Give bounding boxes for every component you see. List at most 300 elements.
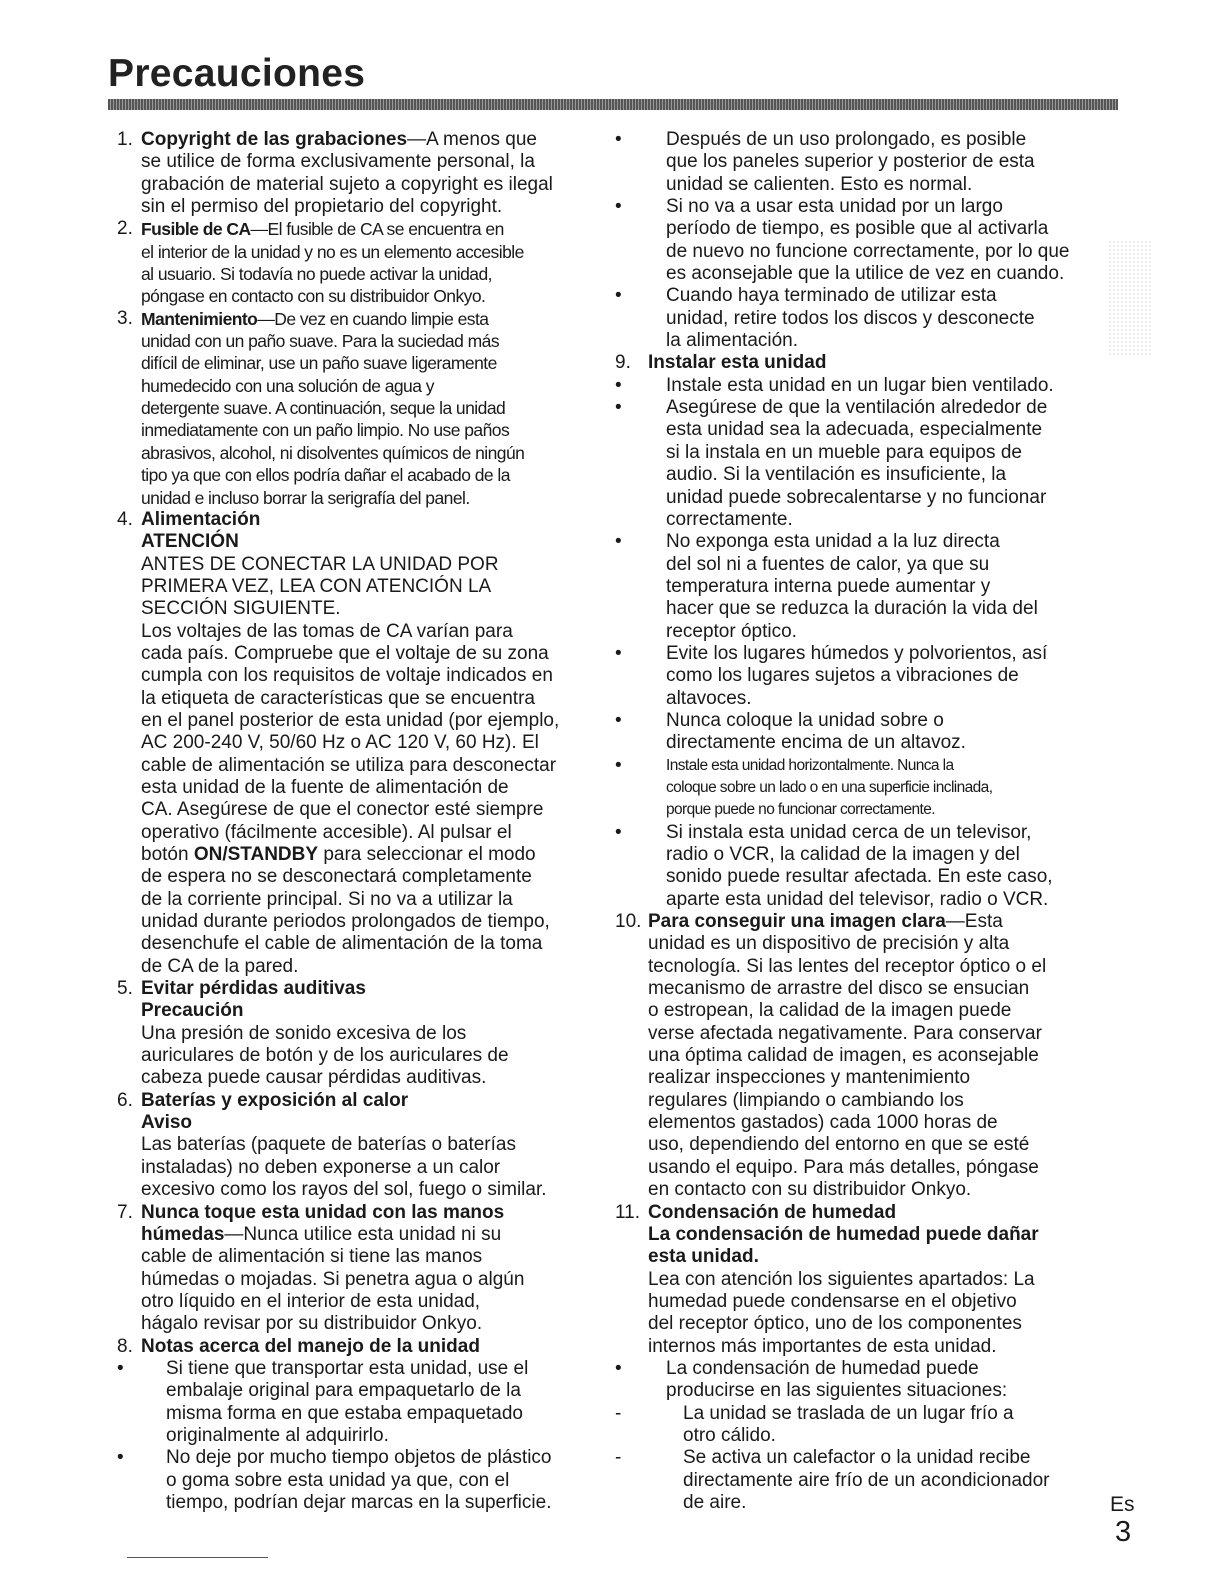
text-run: Si instala esta unidad cerca de un televisor, (666, 821, 1032, 843)
text-line (615, 598, 1105, 620)
text-run: una óptima calidad de imagen, es aconsejable (648, 1045, 1039, 1067)
text-line (615, 442, 1105, 464)
text-run: porque puede no funcionar correctamente. (666, 801, 935, 819)
text-line (615, 665, 1105, 687)
line-text (141, 509, 260, 531)
line-text (666, 263, 1064, 285)
item-number: 10. (615, 911, 642, 933)
bold-run: Precaución (141, 1000, 244, 1022)
line-text (141, 799, 543, 821)
text-line (615, 308, 1105, 330)
bullet-icon: • (615, 709, 622, 731)
text-run: cabeza puede causar pérdidas auditivas. (141, 1067, 487, 1089)
line-text (648, 1090, 964, 1112)
line-text (683, 1425, 776, 1447)
bold-run: húmedas (141, 1223, 225, 1245)
text-line (117, 1291, 597, 1313)
text-line (615, 799, 1105, 821)
line-text (666, 1358, 979, 1380)
text-line (117, 174, 597, 196)
text-line (615, 554, 1105, 576)
text-line (117, 375, 597, 397)
list-item-heading (615, 911, 1105, 933)
text-line (117, 844, 597, 866)
text-line (615, 844, 1105, 866)
line-text (141, 308, 488, 330)
line-text (141, 196, 502, 218)
text-line (615, 241, 1105, 263)
bold-run: Fusible de CA (141, 219, 251, 240)
line-text (141, 554, 499, 576)
text-line (615, 1112, 1105, 1134)
text-run: AC 200-240 V, 50/60 Hz o AC 120 V, 60 Hz). El (141, 732, 539, 754)
item-number: 11. (615, 1201, 641, 1223)
line-text (666, 598, 1038, 620)
text-line (117, 1224, 597, 1246)
text-line (117, 1134, 597, 1156)
text-run: Instale esta unidad en un lugar bien ventilado. (666, 374, 1054, 396)
text-run: como los lugares sujetos a vibraciones de (666, 665, 1019, 687)
line-text (683, 1492, 746, 1514)
item-number: 5. (117, 978, 133, 1000)
text-line (615, 1380, 1105, 1402)
text-line (117, 1380, 597, 1402)
line-text (141, 978, 366, 1000)
text-run: Instale esta unidad horizontalmente. Nunca la (666, 756, 954, 774)
line-text (648, 1000, 1011, 1022)
text-run: del receptor óptico, uno de los componentes (648, 1313, 1022, 1335)
text-run: o goma sobre esta unidad ya que, con el (166, 1469, 510, 1491)
line-text (141, 285, 485, 307)
text-line (615, 1134, 1105, 1156)
line-text (666, 509, 793, 531)
bold-run: Aviso (141, 1112, 193, 1134)
bullet-icon: • (615, 285, 622, 307)
text-line (117, 710, 597, 732)
line-text (648, 1023, 1042, 1045)
text-run: Las baterías (paquete de baterías o baterías (141, 1134, 516, 1156)
line-text (648, 1157, 1039, 1179)
text-line (615, 375, 1105, 397)
text-line (615, 129, 1105, 151)
text-line (615, 1358, 1105, 1380)
line-text (166, 1470, 509, 1492)
text-run: Lea con atención los siguientes apartados: La (648, 1268, 1035, 1290)
text-run: Después de un uso prolongado, es posible (666, 129, 1027, 150)
line-text (683, 1403, 1014, 1425)
text-run: inmediatamente con un paño limpio. No use paños (141, 420, 510, 441)
page-title: Precauciones (108, 52, 366, 95)
line-text (666, 464, 1006, 486)
line-text (666, 397, 1047, 419)
list-item-heading (117, 218, 597, 240)
text-run: cable de alimentación se utiliza para desconectar (141, 754, 557, 776)
line-text (141, 1157, 500, 1179)
text-run: embalaje original para empaquetarlo de la (166, 1380, 521, 1402)
bold-run: esta unidad. (648, 1246, 759, 1268)
text-run: cada país. Compruebe que el voltaje de su zona (141, 642, 549, 664)
text-run: ANTES DE CONECTAR LA UNIDAD POR (141, 553, 499, 575)
text-line (117, 151, 597, 173)
bold-run: Para conseguir una imagen clara (648, 911, 946, 933)
text-line (615, 1157, 1105, 1179)
text-run: o estropean, la calidad de la imagen puede (648, 1000, 1012, 1022)
text-line (615, 866, 1105, 888)
line-text (666, 822, 1031, 844)
text-run: cumpla con los requisitos de voltaje indicados en (141, 665, 553, 687)
bold-run: Instalar esta unidad (648, 352, 827, 374)
text-run: auriculares de botón y de los auriculares de (141, 1045, 509, 1067)
line-text (141, 643, 549, 665)
text-line (117, 732, 597, 754)
text-run: realizar inspecciones y mantenimiento (648, 1067, 971, 1089)
text-run: sin el permiso del propietario del copyright. (141, 196, 503, 218)
text-run: unidad durante periodos prolongados de tiempo, (141, 911, 550, 933)
text-run: grabación de material sujeto a copyright es ilegal (141, 173, 553, 195)
text-run: mecanismo de arrastre del disco se ensucian (648, 978, 1030, 1000)
line-text (166, 1425, 389, 1447)
line-text (141, 710, 559, 732)
text-run: tiempo, podrían dejar marcas en la superficie. (166, 1491, 552, 1513)
text-line (117, 1179, 597, 1201)
bullet-icon: • (615, 374, 622, 396)
text-line (117, 1246, 597, 1268)
text-line (117, 755, 597, 777)
text-line (117, 1157, 597, 1179)
line-text (648, 1067, 970, 1089)
text-run: altavoces. (666, 687, 752, 709)
line-text (648, 1269, 1035, 1291)
text-line (117, 263, 597, 285)
list-item-heading (117, 1202, 597, 1224)
text-line (615, 1291, 1105, 1313)
line-text (141, 866, 532, 888)
item-number: 7. (117, 1201, 133, 1223)
text-run: tecnología. Si las lentes del receptor óptico o el (648, 955, 1047, 977)
text-line (117, 1000, 597, 1022)
text-line (117, 419, 597, 441)
text-run: difícil de eliminar, use un paño suave ligeramente (141, 353, 497, 374)
line-text (666, 777, 992, 799)
line-text (666, 285, 997, 307)
line-text (166, 1447, 552, 1469)
text-line (615, 218, 1105, 240)
text-run: temperatura interna puede aumentar y (666, 575, 991, 597)
line-text (141, 933, 542, 955)
bullet-icon: • (615, 1357, 622, 1379)
line-text (141, 397, 505, 419)
line-text (648, 1179, 971, 1201)
text-run: Nunca coloque la unidad sobre o (666, 709, 944, 731)
text-run: directamente encima de un altavoz. (666, 732, 966, 754)
text-run: Asegúrese de que la ventilación alrededor de (666, 397, 1048, 419)
text-run: coloque sobre un lado o en una superficie inclinada, (666, 778, 993, 796)
list-item-heading (117, 1090, 597, 1112)
text-run: si la instala en un mueble para equipos de (666, 441, 1022, 463)
bullet-icon: • (117, 1447, 124, 1469)
line-text (648, 1112, 998, 1134)
line-text (683, 1470, 1050, 1492)
line-text (141, 1067, 486, 1089)
text-line (615, 710, 1105, 732)
text-line (117, 1447, 597, 1469)
text-run: sonido puede resultar afectada. En este caso, (666, 866, 1053, 888)
text-run: —De vez en cuando limpie esta (257, 308, 489, 329)
line-text (666, 241, 1070, 263)
line-text (141, 1179, 547, 1201)
text-line (615, 509, 1105, 531)
line-text (141, 1045, 509, 1067)
right-column (615, 129, 1105, 1514)
text-line (615, 688, 1105, 710)
text-line (615, 419, 1105, 441)
line-text (666, 129, 1026, 151)
text-run: abrasivos, alcohol, ni disolventes químicos de ningún (141, 442, 525, 463)
text-line (615, 1067, 1105, 1089)
text-run: del sol ni a fuentes de calor, ya que su (666, 553, 990, 575)
text-run: cable de alimentación si tiene las manos (141, 1246, 483, 1268)
text-run: período de tiempo, es posible que al activarla (666, 218, 1049, 240)
line-text (141, 1291, 480, 1313)
bold-run: ON/STANDBY (193, 844, 319, 865)
text-run: tipo ya que con ellos podría dañar el acabado de la (141, 465, 510, 486)
text-line (117, 330, 597, 352)
line-text (141, 419, 509, 441)
line-text (141, 911, 550, 933)
bullet-icon: • (615, 531, 622, 553)
line-text (141, 1000, 243, 1022)
text-run: SECCIÓN SIGUIENTE. (141, 598, 341, 620)
line-text (166, 1403, 523, 1425)
text-line (117, 1269, 597, 1291)
text-line (615, 487, 1105, 509)
list-item-heading (117, 308, 597, 330)
list-item-heading (117, 1336, 597, 1358)
line-text (141, 442, 524, 464)
item-number: 4. (117, 508, 133, 530)
line-text (648, 1291, 1017, 1313)
text-line (615, 1313, 1105, 1335)
line-text (141, 174, 553, 196)
text-run: Los voltajes de las tomas de CA varían para (141, 620, 513, 642)
line-text (666, 688, 752, 710)
text-line (615, 1224, 1105, 1246)
text-line (615, 151, 1105, 173)
text-line (615, 263, 1105, 285)
line-text (166, 1358, 528, 1380)
text-run: la alimentación. (666, 330, 799, 352)
dash-icon: - (615, 1447, 622, 1469)
line-text (666, 531, 1000, 553)
bold-run: Baterías y exposición al calor (141, 1089, 409, 1111)
text-run: la etiqueta de características que se encuentra (141, 687, 535, 709)
line-text (141, 688, 535, 710)
line-text (141, 732, 539, 754)
line-text (141, 576, 491, 598)
text-run: detergente suave. A continuación, seque la unidad (141, 398, 506, 419)
text-run: Si no va a usar esta unidad por un largo (666, 196, 1003, 218)
line-text (666, 218, 1048, 240)
text-line (615, 1470, 1105, 1492)
bullet-icon: • (615, 821, 622, 843)
text-run: —El fusible de CA se encuentra en (250, 219, 504, 240)
bullet-icon: • (615, 196, 622, 218)
text-run: aparte esta unidad del televisor, radio o VCR. (666, 888, 1049, 910)
text-line (615, 196, 1105, 218)
line-text (141, 1336, 480, 1358)
text-line (615, 1447, 1105, 1469)
item-number: 3. (117, 307, 133, 329)
text-run: Se activa un calefactor o la unidad recibe (683, 1447, 1031, 1469)
text-run: Evite los lugares húmedos y polvorientos, así (666, 642, 1048, 664)
line-text (666, 755, 954, 777)
text-run: otro líquido en el interior de esta unidad, (141, 1290, 481, 1312)
line-text (666, 643, 1047, 665)
text-run: de aire. (683, 1491, 747, 1513)
item-number: 1. (117, 129, 133, 150)
text-run: humedad puede condensarse en el objetivo (648, 1290, 1017, 1312)
line-text (141, 1134, 516, 1156)
text-line (117, 799, 597, 821)
text-line (615, 1246, 1105, 1268)
line-text (648, 352, 826, 374)
text-line (117, 1067, 597, 1089)
line-text (666, 196, 1003, 218)
text-line (117, 621, 597, 643)
line-text (141, 1246, 482, 1268)
text-line (117, 285, 597, 307)
text-line (117, 196, 597, 218)
text-run: de la corriente principal. Si no va a utilizar la (141, 888, 513, 910)
item-number: 2. (117, 218, 133, 240)
text-run: botón (141, 844, 194, 865)
line-text (648, 911, 1003, 933)
line-text (683, 1447, 1031, 1469)
text-line (117, 1403, 597, 1425)
line-text (666, 732, 966, 754)
line-text (141, 218, 504, 240)
line-text (141, 1224, 501, 1246)
line-text (141, 598, 341, 620)
text-line (615, 576, 1105, 598)
text-run: Cuando haya terminado de utilizar esta (666, 285, 997, 307)
text-run: No deje por mucho tiempo objetos de plástico (166, 1447, 552, 1469)
text-run: unidad es un dispositivo de precisión y alta (648, 933, 1010, 955)
text-line (117, 1425, 597, 1447)
bold-run: Mantenimiento (141, 308, 258, 329)
text-run: esta unidad sea la adecuada, especialmente (666, 419, 1043, 441)
line-text (666, 174, 972, 196)
text-line (615, 1023, 1105, 1045)
text-line (117, 554, 597, 576)
text-run: el interior de la unidad y no es un elemento accesible (141, 241, 524, 262)
line-text (648, 978, 1029, 1000)
text-run: No exponga esta unidad a la luz directa (666, 531, 1000, 553)
text-run: verse afectada negativamente. Para conservar (648, 1022, 1042, 1044)
line-text (141, 531, 239, 553)
text-line (615, 285, 1105, 307)
text-line (117, 1492, 597, 1514)
bold-run: ATENCIÓN (141, 531, 239, 553)
text-run: elementos gastados) cada 1000 horas de (648, 1112, 998, 1134)
line-text (648, 1045, 1039, 1067)
bold-run: Nunca toque esta unidad con las manos (141, 1201, 505, 1223)
text-run: originalmente al adquirirlo. (166, 1424, 389, 1446)
text-line (117, 464, 597, 486)
text-run: Si tiene que transportar esta unidad, use el (166, 1357, 529, 1379)
text-run: unidad se calienten. Esto es normal. (666, 173, 973, 195)
line-text (141, 889, 513, 911)
list-item-heading (117, 509, 597, 531)
line-text (141, 1202, 504, 1224)
text-run: que los paneles superior y posterior de esta (666, 151, 1035, 173)
text-run: uso, dependiendo del entorno en que se esté (648, 1134, 1030, 1156)
item-number: 6. (117, 1089, 133, 1111)
line-text (666, 889, 1048, 911)
text-run: directamente aire frío de un acondicionador (683, 1469, 1050, 1491)
line-text (141, 1313, 482, 1335)
list-item-heading (117, 129, 597, 151)
line-text (666, 442, 1022, 464)
bold-run: La condensación de humedad puede dañar (648, 1223, 1039, 1245)
line-text (666, 665, 1019, 687)
text-line (117, 866, 597, 888)
text-line (615, 822, 1105, 844)
text-run: humedecido con una solución de agua y (141, 375, 434, 396)
text-line (615, 755, 1105, 777)
line-text (666, 375, 1054, 397)
dash-icon: - (615, 1402, 622, 1424)
line-text (141, 1269, 524, 1291)
text-line (615, 621, 1105, 643)
line-text (666, 151, 1035, 173)
text-run: esta unidad de la fuente de alimentación de (141, 776, 509, 798)
list-item-heading (615, 352, 1105, 374)
line-text (141, 330, 499, 352)
text-line (615, 1000, 1105, 1022)
text-run: al usuario. Si todavía no puede activar la unidad, (141, 264, 492, 285)
title-divider-bar (108, 99, 1118, 110)
line-text (666, 1380, 1007, 1402)
text-line (615, 1090, 1105, 1112)
text-run: excesivo como los rayos del sol, fuego o similar. (141, 1179, 547, 1201)
line-text (648, 956, 1046, 978)
text-line (615, 464, 1105, 486)
text-line (117, 777, 597, 799)
text-line (615, 397, 1105, 419)
text-run: internos más importantes de esta unidad. (648, 1335, 997, 1357)
text-line (117, 911, 597, 933)
line-text (141, 755, 556, 777)
text-run: operativo (fácilmente accesible). Al pulsar el (141, 821, 512, 843)
text-line (117, 1023, 597, 1045)
text-line (117, 352, 597, 374)
line-text (141, 822, 512, 844)
text-line (117, 665, 597, 687)
text-run: instaladas) no deben exponerse a un calor (141, 1156, 501, 1178)
line-text (141, 1023, 466, 1045)
line-text (141, 151, 535, 173)
text-run: radio o VCR, la calidad de la imagen y del (666, 844, 1020, 865)
text-line (615, 978, 1105, 1000)
text-run: póngase en contacto con su distribuidor Onkyo. (141, 286, 486, 307)
left-column (117, 129, 597, 1514)
text-line (117, 442, 597, 464)
line-text (141, 375, 434, 397)
text-run: misma forma en que estaba empaquetado (166, 1402, 523, 1424)
text-run: La unidad se traslada de un lugar frío a (683, 1402, 1014, 1424)
text-line (117, 598, 597, 620)
